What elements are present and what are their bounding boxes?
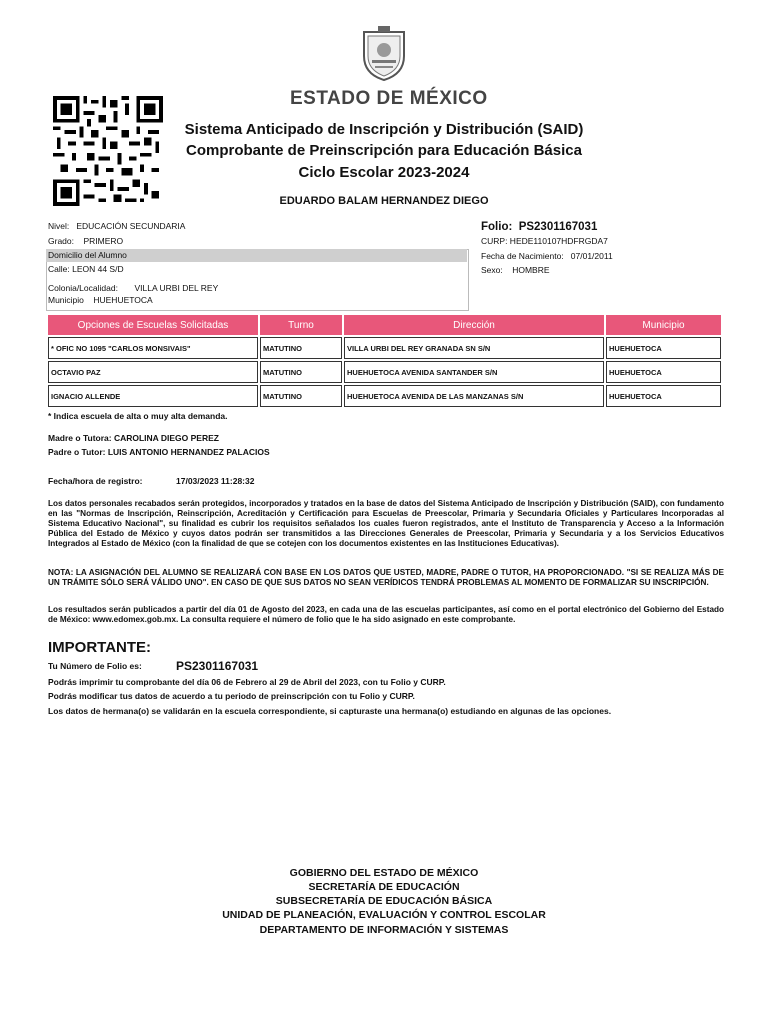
footer-line: UNIDAD DE PLANEACIÓN, EVALUACIÓN Y CONTROL ESCOLAR xyxy=(222,909,546,921)
fecha-nacimiento-label: Fecha de Nacimiento: xyxy=(481,251,564,261)
municipio-label: Municipio xyxy=(48,295,84,305)
nivel-row xyxy=(48,221,185,231)
footer-line: GOBIERNO DEL ESTADO DE MÉXICO xyxy=(289,867,479,879)
document-title: Comprobante de Preinscripción para Educación Básica xyxy=(186,142,582,159)
table-cell: HUEHUETOCA xyxy=(606,385,721,407)
padre-tutor: Padre o Tutor: LUIS ANTONIO HERNANDEZ PALACIOS xyxy=(48,447,270,457)
table-cell: IGNACIO ALLENDE xyxy=(48,385,258,407)
footer-line: SUBSECRETARÍA DE EDUCACIÓN BÁSICA xyxy=(275,895,493,907)
importante-line-2: Podrás modificar tus datos de acuerdo a tu periodo de preinscripción con tu Folio y CURP. xyxy=(48,691,415,701)
curp: CURP: HEDE110107HDFRGDA7 xyxy=(481,236,608,246)
nota-paragraph: NOTA: LA ASIGNACIÓN DEL ALUMNO SE REALIZARÁ CON BASE EN LOS DATOS QUE USTED, MADRE, PADRE O TUTOR, HA PROPORCIONADO. "SI SE REALIZA MÁS DE UN TRÁMITE SÓLO SERÁ VÁLIDO UNO". EN CASO DE QUE SUS DATOS NO SEAN VERÍDICOS TENDRÁ PROBLEMAS AL MOMENTO DE FORMALIZAR SU INSCRIPCIÓN. xyxy=(48,568,724,587)
table-row xyxy=(48,337,721,359)
importante-line-1: Podrás imprimir tu comprobante del día 06 de Febrero al 29 de Abril del 2023, con tu Folio y CURP. xyxy=(48,677,446,687)
importante-line-3: Los datos de hermana(o) se validarán en la escuela correspondiente, si capturaste una hermana(o) estudiando en algunas de las opciones. xyxy=(48,706,612,716)
state-seal-icon xyxy=(356,26,412,82)
student-name: EDUARDO BALAM HERNANDEZ DIEGO xyxy=(279,195,489,207)
system-title: Sistema Anticipado de Inscripción y Distribución (SAID) xyxy=(184,121,584,138)
column-header: Turno xyxy=(260,315,342,335)
table-cell: HUEHUETOCA xyxy=(606,361,721,383)
grado-value: PRIMERO xyxy=(83,236,124,246)
table-cell: HUEHUETOCA xyxy=(606,337,721,359)
grado-label: Grado: xyxy=(48,236,74,246)
folio-row xyxy=(481,221,597,233)
table-cell: HUEHUETOCA AVENIDA DE LAS MANZANAS S/N xyxy=(344,385,604,407)
folio-summary-label: Tu Número de Folio es: xyxy=(48,661,142,671)
table-cell: * OFIC NO 1095 "CARLOS MONSIVAIS" xyxy=(48,337,258,359)
school-cycle: Ciclo Escolar 2023-2024 xyxy=(298,164,470,181)
table-cell: MATUTINO xyxy=(260,337,342,359)
nivel-label: Nivel: xyxy=(48,221,70,231)
table-cell: HUEHUETOCA AVENIDA SANTANDER S/N xyxy=(344,361,604,383)
colonia-row xyxy=(48,283,218,293)
madre-tutora: Madre o Tutora: CAROLINA DIEGO PEREZ xyxy=(48,433,219,443)
demand-note: * Indica escuela de alta o muy alta demanda. xyxy=(48,411,228,421)
folio-summary-value: PS2301167031 xyxy=(176,659,259,673)
privacy-paragraph: Los datos personales recabados serán protegidos, incorporados y tratados en la base de datos del Sistema Anticipado de Inscripción y Distribución (SAID), con fundamento en las "Normas de Inscripción, Reinscripción, Acreditación y Certificación para Escuelas de Preescolar, Primaria y Secundaria Oficiales y Particulares Incorporadas al Sistema Educativo Nacional", su finalidad es cubrir los requisitos señalados los cuales fueron registrados, ante el Instituto de Transparencia y Acceso a la Información Pública del Estado de México y cuyos datos podrán ser transmitidos a las Direcciones Generales de Preescolar, Primaria y Secundaria y a los Servicios Educativos Integrados al Estado de México (con la finalidad de que se cotejen con los documentos existentes en las Instituciones Educativas). xyxy=(48,499,724,548)
table-row xyxy=(48,385,721,407)
table-cell: VILLA URBI DEL REY GRANADA SN S/N xyxy=(344,337,604,359)
table-cell: MATUTINO xyxy=(260,361,342,383)
folio-value: PS2301167031 xyxy=(518,221,598,233)
sexo-label: Sexo: xyxy=(481,265,503,275)
schools-table xyxy=(46,313,723,409)
table-cell: MATUTINO xyxy=(260,385,342,407)
fecha-nacimiento-row xyxy=(481,251,613,261)
nivel-value: EDUCACIÓN SECUNDARIA xyxy=(76,221,186,231)
calle: Calle: LEON 44 S/D xyxy=(48,264,124,274)
registro-label: Fecha/hora de registro: xyxy=(48,476,143,486)
footer-line: DEPARTAMENTO DE INFORMACIÓN Y SISTEMAS xyxy=(259,924,509,936)
table-row xyxy=(48,361,721,383)
municipio-row xyxy=(48,295,153,305)
folio-label: Folio: xyxy=(481,221,513,233)
sexo-row xyxy=(481,265,550,275)
domicilio-header: Domicilio del Alumno xyxy=(46,249,467,262)
registro-value: 17/03/2023 11:28:32 xyxy=(176,476,255,486)
importante-heading: IMPORTANTE: xyxy=(48,639,152,656)
table-header-row xyxy=(48,315,721,335)
resultados-paragraph: Los resultados serán publicados a partir del día 01 de Agosto del 2023, en cada una de las escuelas participantes, así como en el portal electrónico del Gobierno del Estado de México: www.edomex.gob.mx. La consulta requiere el número de folio que le ha sido asignado en este comprobante. xyxy=(48,605,724,624)
colonia-label: Colonia/Localidad: xyxy=(48,283,118,293)
column-header: Municipio xyxy=(606,315,721,335)
fecha-nacimiento-value: 07/01/2011 xyxy=(570,251,613,261)
municipio-value: HUEHUETOCA xyxy=(93,295,153,305)
column-header: Dirección xyxy=(344,315,604,335)
grado-row xyxy=(48,236,123,246)
state-name: ESTADO DE MÉXICO xyxy=(290,88,488,109)
column-header: Opciones de Escuelas Solicitadas xyxy=(48,315,258,335)
colonia-value: VILLA URBI DEL REY xyxy=(134,283,219,293)
table-cell: OCTAVIO PAZ xyxy=(48,361,258,383)
footer-line: SECRETARÍA DE EDUCACIÓN xyxy=(308,881,460,893)
sexo-value: HOMBRE xyxy=(512,265,550,275)
